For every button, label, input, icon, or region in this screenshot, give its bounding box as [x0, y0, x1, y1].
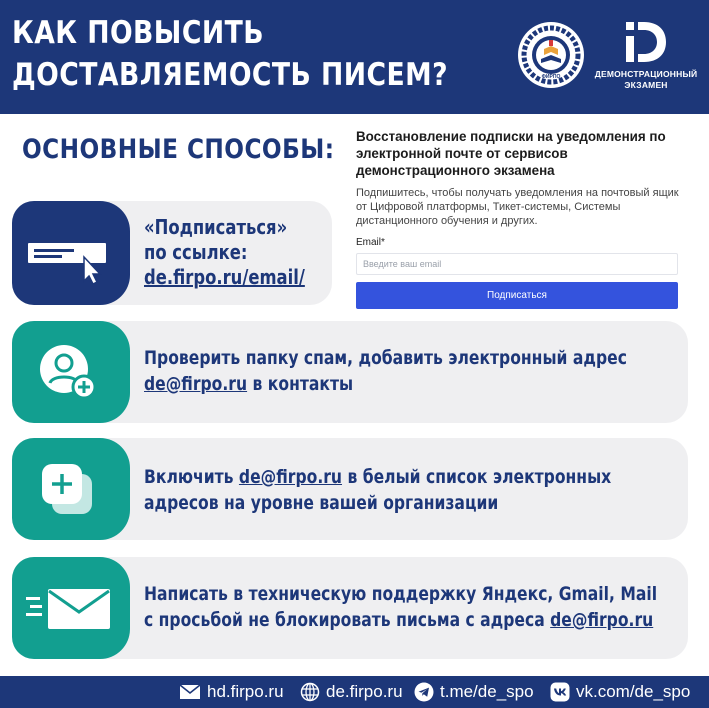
method-text: Проверить папку спам, добавить электронный адрес de@firpo.ru в контакты — [144, 347, 627, 395]
subscribe-link[interactable]: de.firpo.ru/email/ — [144, 265, 305, 289]
section-title: ОСНОВНЫЕ СПОСОБЫ: — [22, 134, 335, 165]
send-mail-icon — [22, 585, 118, 635]
email-label: Email* — [356, 237, 385, 248]
add-to-list-icon — [38, 460, 98, 520]
subscribe-form — [352, 124, 692, 316]
method-badge — [12, 438, 130, 540]
telegram-icon — [414, 682, 434, 702]
email-field[interactable] — [356, 253, 678, 275]
firpo-emblem-logo — [518, 22, 584, 88]
footer-link-site[interactable]: de.firpo.ru — [300, 676, 403, 708]
whitelist-email-link[interactable]: de@firpo.ru — [238, 466, 343, 488]
method-badge — [12, 201, 130, 305]
page-title — [12, 12, 448, 96]
page-title-line2: ДОСТАВЛЯЕМОСТЬ ПИСЕМ? — [12, 57, 448, 93]
contact-email-link[interactable]: de@firpo.ru — [144, 373, 248, 395]
form-description: Подпишитесь, чтобы получать уведомления на почтовый ящик от Цифровой платформы, Тикет-системы, Системы дистанционного обучения и других. — [356, 187, 679, 227]
subscribe-button[interactable]: Подписаться — [356, 282, 678, 309]
emblem-caption: ФИРПО — [541, 74, 561, 80]
footer-link-helpdesk[interactable]: hd.firpo.ru — [179, 676, 284, 708]
method-card-whitelist — [12, 438, 688, 540]
click-form-icon — [24, 221, 114, 291]
form-title: Восстановление подписки на уведомления по электронной почте от сервисов демонстрационного экзамена — [356, 129, 666, 178]
demo-exam-logo — [588, 20, 704, 100]
vk-icon — [550, 682, 570, 702]
method-text: Написать в техническую поддержку Яндекс, Gmail, Mail с просьбой не блокировать письма с адреса de@firpo.ru — [144, 583, 658, 631]
method-card-spam — [12, 321, 688, 423]
globe-icon — [300, 682, 320, 702]
demo-exam-logo-text: ДЕМОНСТРАЦИОННЫЙ ЭКЗАМЕН — [594, 69, 698, 90]
support-email-link[interactable]: de@firpo.ru — [550, 609, 654, 631]
method-text: Включить de@firpo.ru в белый список электронных адресов на уровне вашей организации — [144, 466, 612, 514]
method-badge — [12, 321, 130, 423]
method-text: «Подписаться» по ссылке: de.firpo.ru/email/ — [144, 215, 305, 289]
mail-icon — [179, 684, 201, 700]
method-card-subscribe — [12, 201, 332, 305]
de-logo-mark-icon — [624, 20, 668, 64]
method-badge — [12, 557, 130, 659]
footer-link-telegram[interactable]: t.me/de_spo — [414, 676, 534, 708]
method-card-support — [12, 557, 688, 659]
header-banner — [0, 0, 709, 114]
page-title-line1: КАК ПОВЫСИТЬ — [12, 15, 264, 51]
footer-link-vk[interactable]: vk.com/de_spo — [550, 676, 690, 708]
add-contact-icon — [38, 343, 102, 403]
footer-bar — [0, 676, 709, 708]
